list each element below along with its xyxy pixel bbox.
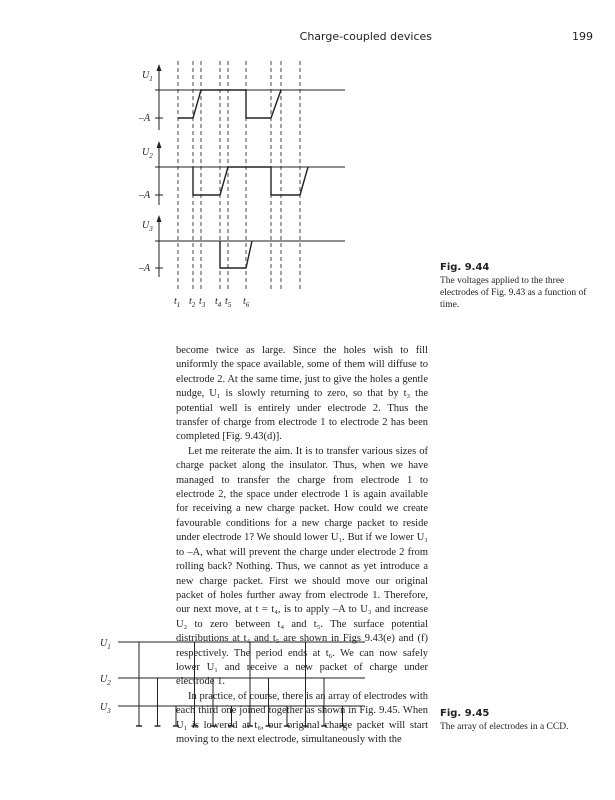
electrodes xyxy=(136,642,346,726)
t1-label: $t_1$ xyxy=(174,296,181,309)
u2-waveform xyxy=(193,167,308,195)
u2-axis xyxy=(155,141,345,205)
u3-label: $U_3$ xyxy=(142,220,153,233)
time-markers xyxy=(178,61,300,291)
paragraph-1: become twice as large. Since the holes wish to fill uniformly the space available, some of them will diffuse to electrode 2. At the same time, just to give the holes a gentle nudge, U₁ is slowly returning to zero, so that by t₃ the potential well is entirely under electrode 2. Thus the transfer of charge from electrode 1 to electrode 2 has been completed [Fig. 9.43(d)]. xyxy=(176,345,428,443)
fig945-u2-label: $U_2$ xyxy=(100,674,111,687)
figure-9-45-caption-text: The array of electrodes in a CCD. xyxy=(440,722,569,732)
figure-9-45-electrode-array xyxy=(0,630,440,740)
u2-minus-a-label: –A xyxy=(139,190,151,201)
figure-9-44-caption xyxy=(440,262,600,311)
t3-label: $t_3$ xyxy=(199,296,206,309)
page-number: 199 xyxy=(572,30,593,43)
t5-label: $t_5$ xyxy=(225,296,232,309)
figure-9-45-caption xyxy=(440,708,600,733)
u1-axis xyxy=(155,64,345,130)
u1-minus-a-label: –A xyxy=(139,113,151,124)
u3-minus-a-label: –A xyxy=(139,263,151,274)
paragraph-3: In practice, of course, there is an array of electrodes with each third one joined together as shown in Fig. 9.45. When U₁ is lowered at t₆, our original charge packet will start moving to the next electrode, simultaneously with the xyxy=(176,690,428,745)
u2-label: $U_2$ xyxy=(142,147,153,160)
u3-waveform xyxy=(220,241,252,268)
t4-label: $t_4$ xyxy=(215,296,222,309)
figure-9-44-title: Fig. 9.44 xyxy=(440,262,490,273)
running-head: Charge-coupled devices xyxy=(299,30,432,43)
figure-9-44-caption-text: The voltages applied to the three electrodes of Fig. 9.43 as a function of time. xyxy=(440,276,587,310)
u3-axis xyxy=(155,215,345,277)
t2-label: $t_2$ xyxy=(189,296,196,309)
t6-label: $t_6$ xyxy=(243,296,250,309)
figure-9-44-voltage-waveforms xyxy=(0,55,440,315)
u1-label: $U_1$ xyxy=(142,70,153,83)
fig945-u1-label: $U_1$ xyxy=(100,638,111,651)
fig945-u3-label: $U_3$ xyxy=(100,702,111,715)
figure-9-45-title: Fig. 9.45 xyxy=(440,708,490,719)
paragraph-2: Let me reiterate the aim. It is to transfer various sizes of charge packet along the insulator. Thus, when we have managed to transfer the charge from electrode 1 to electrode 2, the space under electrode 1 is again available for receiving a new charge packet. How could we create favourable conditions for a new charge packet to reside under electrode 1? We should lower U₁. But if we lower U₁ to –A, what will prevent the charge under electrode 2 from rolling back? Nothing. Thus, we cannot as yet introduce a new charge packet. First we should move our original packet of holes further away from electrode 1. Therefore, our next move, at t = t₄, is to apply –A to U₃ and increase U₂ to zero between t₄ and t₅. The surface potential distributions at t₄ and t₅ are shown in Figs 9.43(e) and (f) respectively. The period ends at t₆. We can now safely lower U₁ and receive a new packet of charge under electrode 1. xyxy=(176,445,428,688)
